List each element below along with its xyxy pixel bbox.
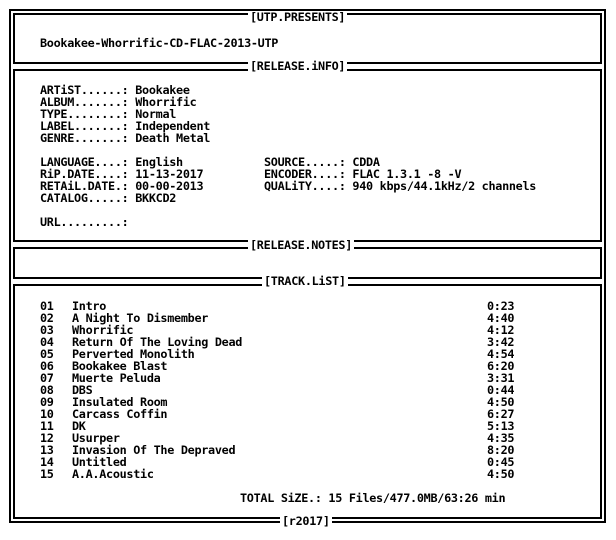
track-time: 4:35 xyxy=(487,431,515,445)
track-number: 07 xyxy=(40,371,54,385)
track-number: 02 xyxy=(40,311,54,325)
track-time: 4:50 xyxy=(487,395,515,409)
track-number: 06 xyxy=(40,359,54,373)
info-quality: QUALiTY....: 940 kbps/44.1kHz/2 channels xyxy=(264,179,537,193)
track-time: 5:13 xyxy=(487,419,515,433)
track-title: Bookakee Blast xyxy=(72,359,168,373)
track-title: Perverted Monolith xyxy=(72,347,195,361)
track-number: 15 xyxy=(40,467,54,481)
info-url: URL.........: xyxy=(40,215,129,229)
track-title: A Night To Dismember xyxy=(72,311,209,325)
track-title: Usurper xyxy=(72,431,120,445)
info-label: LABEL.......: Independent xyxy=(40,119,211,133)
info-rip-date: RiP.DATE....: 11-13-2017 xyxy=(40,167,204,181)
track-title: Insulated Room xyxy=(72,395,168,409)
info-encoder: ENCODER....: FLAC 1.3.1 -8 -V xyxy=(264,167,462,181)
total-size: TOTAL SiZE.: 15 Files/477.0MB/63:26 min xyxy=(240,491,506,505)
info-source: SOURCE.....: CDDA xyxy=(264,155,380,169)
track-number: 04 xyxy=(40,335,54,349)
track-number: 13 xyxy=(40,443,54,457)
info-language: LANGUAGE....: English xyxy=(40,155,183,169)
track-number: 09 xyxy=(40,395,54,409)
track-title: DBS xyxy=(72,383,93,397)
track-time: 0:44 xyxy=(487,383,515,397)
info-artist: ARTiST......: Bookakee xyxy=(40,83,190,97)
info-catalog: CATALOG.....: BKKCD2 xyxy=(40,191,177,205)
track-row xyxy=(40,372,520,384)
track-title: Intro xyxy=(72,299,107,313)
track-title: A.A.Acoustic xyxy=(72,467,154,481)
track-time: 3:42 xyxy=(487,335,515,349)
release-info-details-left xyxy=(40,156,203,204)
info-retail-date: RETAiL.DATE.: 00-00-2013 xyxy=(40,179,204,193)
release-info-details-right xyxy=(264,156,536,192)
track-time: 4:12 xyxy=(487,323,515,337)
info-type: TYPE........: Normal xyxy=(40,107,177,121)
track-time: 4:54 xyxy=(487,347,515,361)
track-title: Carcass Coffin xyxy=(72,407,168,421)
track-number: 11 xyxy=(40,419,54,433)
track-title: Muerte Peluda xyxy=(72,371,161,385)
header-utp-presents: [UTP.PRESENTS] xyxy=(250,10,346,24)
track-number: 08 xyxy=(40,383,54,397)
footer-r2017: [r2017] xyxy=(282,514,330,528)
track-time: 3:31 xyxy=(487,371,515,385)
track-row xyxy=(40,468,520,480)
track-time: 6:27 xyxy=(487,407,515,421)
info-album: ALBUM.......: Whorrific xyxy=(40,95,197,109)
track-number: 05 xyxy=(40,347,54,361)
track-time: 4:50 xyxy=(487,467,515,481)
header-release-info: [RELEASE.iNFO] xyxy=(250,59,346,73)
track-number: 03 xyxy=(40,323,54,337)
track-number: 01 xyxy=(40,299,54,313)
info-genre: GENRE.......: Death Metal xyxy=(40,131,211,145)
header-track-list: [TRACK.LiST] xyxy=(264,274,346,288)
track-title: DK xyxy=(72,419,86,433)
release-info-basic xyxy=(40,84,210,144)
track-list xyxy=(40,300,520,480)
track-time: 6:20 xyxy=(487,359,515,373)
track-number: 14 xyxy=(40,455,54,469)
track-time: 4:40 xyxy=(487,311,515,325)
track-title: Whorrific xyxy=(72,323,134,337)
track-title: Return Of The Loving Dead xyxy=(72,335,243,349)
track-title: Untitled xyxy=(72,455,127,469)
track-number: 12 xyxy=(40,431,54,445)
header-release-notes: [RELEASE.NOTES] xyxy=(250,238,353,252)
track-time: 0:45 xyxy=(487,455,515,469)
track-number: 10 xyxy=(40,407,54,421)
track-title: Invasion Of The Depraved xyxy=(72,443,236,457)
release-name: Bookakee-Whorrific-CD-FLAC-2013-UTP xyxy=(40,36,279,50)
track-row xyxy=(40,408,520,420)
track-time: 0:23 xyxy=(487,299,515,313)
track-time: 8:20 xyxy=(487,443,515,457)
